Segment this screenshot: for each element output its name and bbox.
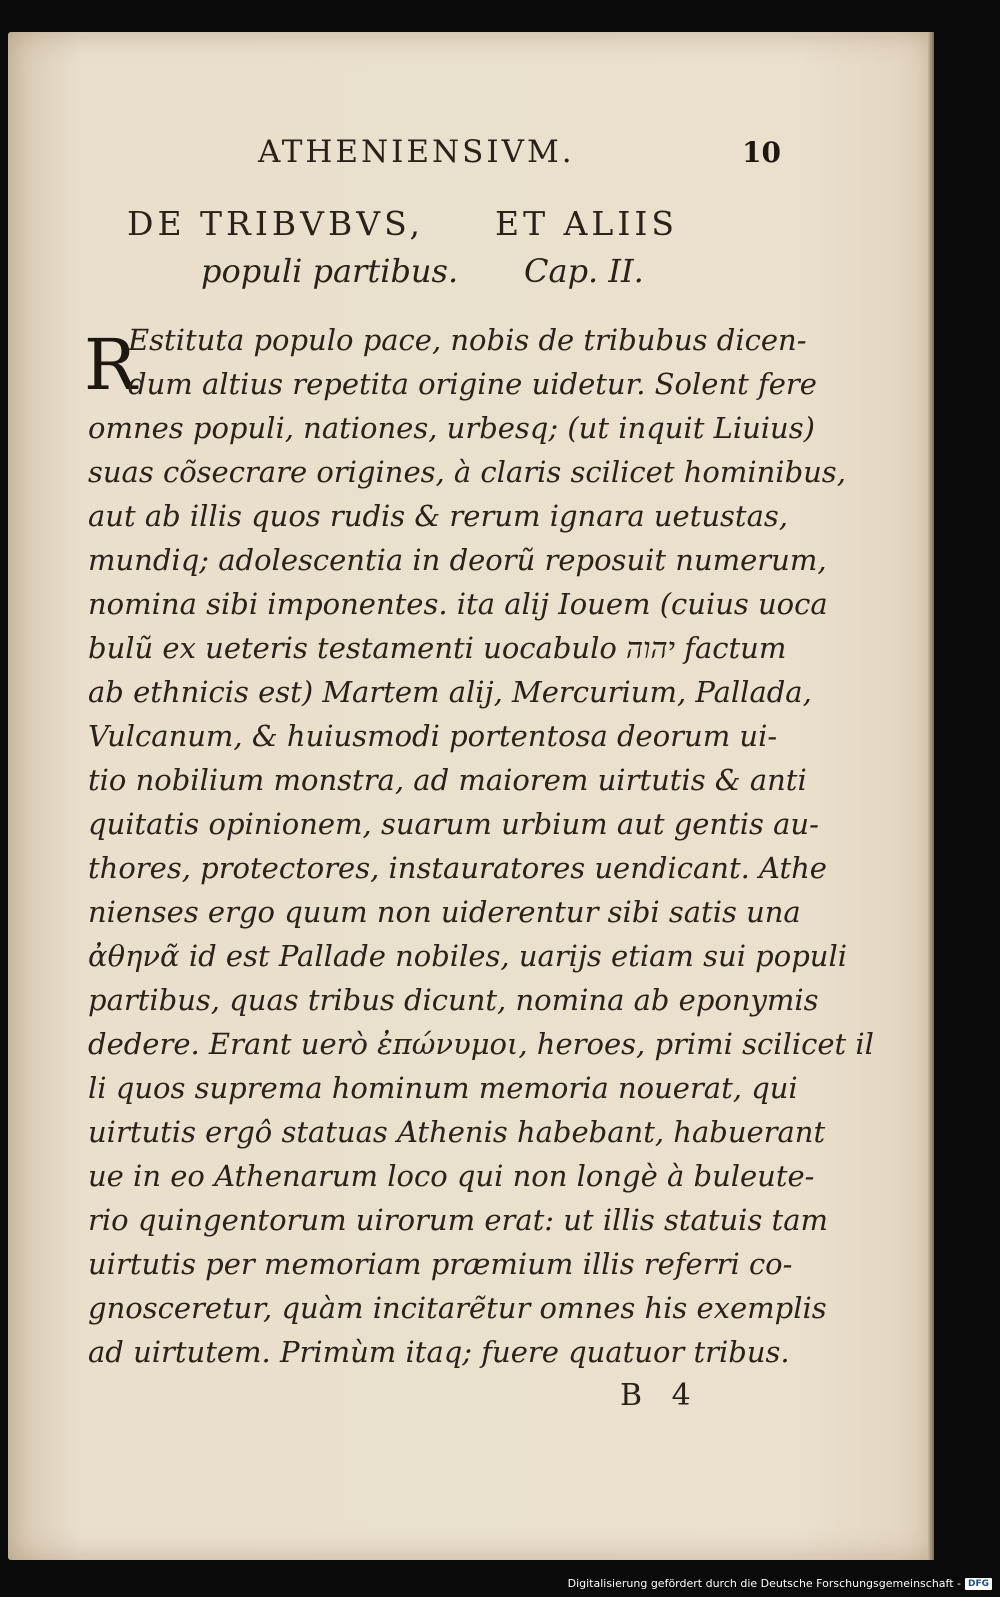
signature-mark: B 4: [620, 1378, 701, 1413]
footer-text: Digitalisierung gefördert durch die Deutsche Forschungsgemeinschaft -: [567, 1577, 961, 1590]
text-line: partibus, quas tribus dicunt, nomina ab eponymis: [88, 983, 819, 1017]
text-line: aut ab illis quos rudis & rerum ignara uetustas,: [88, 499, 788, 533]
text-line: thores, protectores, instauratores uendicant. Athe: [88, 851, 827, 885]
text-line: rio quingentorum uirorum erat: ut illis statuis tam: [88, 1203, 828, 1237]
text-line: ad uirtutem. Primùm itaq; fuere quatuor tribus.: [88, 1335, 790, 1369]
text-line: gnosceretur, quàm incitarẽtur omnes his exemplis: [88, 1291, 827, 1325]
text-line: nomina sibi imponentes. ita alij Iouem (cuius uoca: [88, 587, 828, 621]
text-line: ue in eo Athenarum loco qui non longè à buleute-: [88, 1159, 815, 1193]
chapter-title-part2: ET ALIIS: [495, 204, 679, 243]
text-line: nienses ergo quum non uiderentur sibi satis una: [88, 895, 801, 929]
drop-initial: R: [84, 324, 137, 406]
text-line: bulũ ex ueteris testamenti uocabulo יהוה factum: [88, 631, 787, 665]
text-line: tio nobilium monstra, ad maiorem uirtutis & anti: [88, 763, 807, 797]
text-line: li quos suprema hominum memoria nouerat, qui: [88, 1071, 798, 1105]
text-line: quitatis opinionem, suarum urbium aut gentis au-: [88, 807, 819, 841]
chapter-subtitle-line: [201, 252, 761, 290]
text-line: ἀθηνᾶ id est Pallade nobiles, uarijs etiam sui populi: [88, 939, 847, 973]
text-line: ab ethnicis est) Martem alij, Mercurium, Pallada,: [88, 675, 812, 709]
text-line: mundiq; adolescentia in deorũ reposuit numerum,: [88, 543, 827, 577]
text-line: uirtutis per memoriam præmium illis referri co-: [88, 1247, 793, 1281]
chapter-number: Cap. II.: [524, 252, 644, 290]
text-line: dum altius repetita origine uidetur. Solent fere: [128, 367, 817, 401]
page-edge: [928, 32, 934, 1560]
text-line: dedere. Erant uerò ἐπώνυμοι, heroes, primi scilicet il: [88, 1027, 874, 1061]
text-line: uirtutis ergô statuas Athenis habebant, habuerant: [88, 1115, 826, 1149]
text-line: Estituta populo pace, nobis de tribubus dicen-: [128, 323, 807, 357]
text-line: omnes populi, nationes, urbesq; (ut inquit Liuius): [88, 411, 815, 445]
text-line: suas cõsecrare origines, à claris scilicet hominibus,: [88, 455, 846, 489]
chapter-title-part1: DE TRIBVBVS,: [127, 204, 425, 243]
dfg-logo: DFG: [965, 1578, 992, 1590]
text-line: Vulcanum, & huiusmodi portentosa deorum ui-: [88, 719, 778, 753]
running-head: ATHENIENSIVM.: [258, 134, 575, 170]
page-number: 10: [742, 136, 781, 169]
chapter-title: [127, 204, 747, 243]
footer-credit: [568, 1575, 992, 1593]
chapter-subtitle: populi partibus.: [201, 252, 459, 290]
